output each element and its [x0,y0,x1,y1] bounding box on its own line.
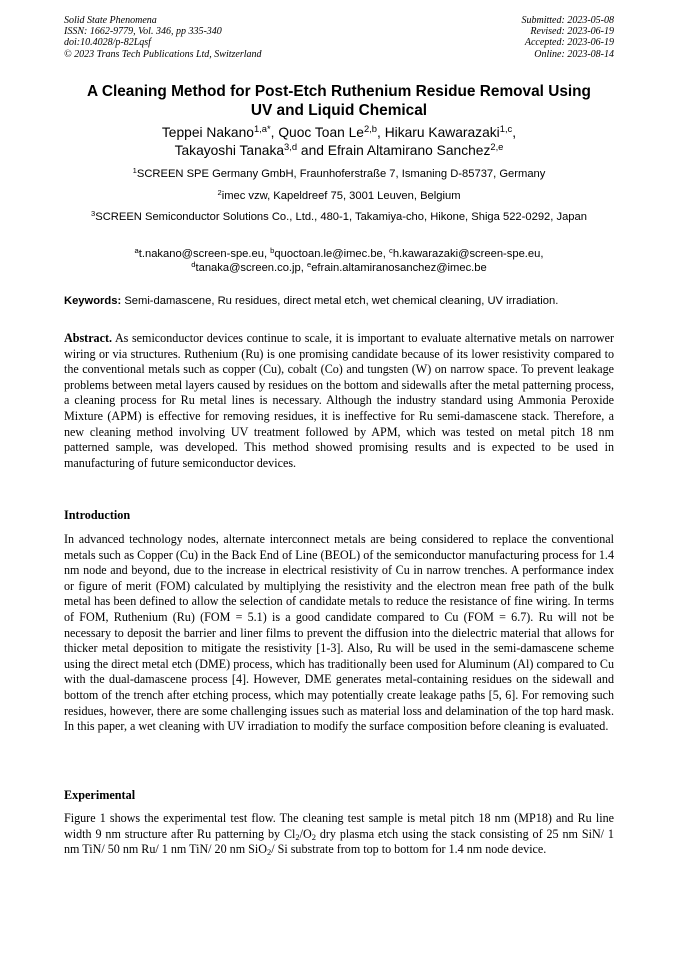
text-run: /O [299,826,312,841]
author-affil-mark: 1,a* [253,123,271,134]
email-separator: , [540,248,544,260]
title-line-1: A Cleaning Method for Post-Etch Ruthenium Residue Removal Using [87,83,591,100]
author-name: Takayoshi Tanaka [174,143,285,158]
abstract [64,331,614,471]
introduction-heading: Introduction [64,508,131,522]
text-run: dry plasma etch using the stack consisting of 25 nm SiN/ 1 nm TiN/ 50 nm Ru/ 1 nm TiN/ 20 nm SiO [64,826,614,857]
doi-line[interactable]: doi:10.4028/p-82Lqsf [64,37,151,49]
email-key: e [306,260,312,270]
title-line-2: UV and Liquid Chemical [250,102,428,119]
author-affil-mark: 1,c [499,123,513,134]
email-key: a [134,245,139,255]
email-list [60,247,618,275]
email-address[interactable]: h.kawarazaki@screen-spe.eu [392,248,541,260]
text-run: Figure 1 shows the experimental test flow. The cleaning test sample is metal pitch 18 nm (MP18) and Ru line width 9 nm structure after Ru patterning by Cl [64,811,614,841]
online-date: Online: 2023-08-14 [534,48,614,60]
author-separator: and [297,143,328,158]
subscript: 2 [311,831,316,842]
author-list [60,124,618,160]
paper-title [60,82,618,120]
email-separator: , [263,248,271,260]
author-name: Teppei Nakano [161,125,254,140]
email-line-2 [60,261,618,275]
affiliation-2 [60,189,618,203]
experimental-heading: Experimental [64,788,136,802]
email-address[interactable]: efrain.altamiranosanchez@imec.be [311,262,487,275]
affiliation-number: 3 [91,208,96,218]
author-affil-mark: 3,d [284,141,298,152]
keywords-text: Semi-damascene, Ru residues, direct metal etch, wet chemical cleaning, UV irradiation. [124,295,559,307]
publication-dates [522,15,615,60]
affiliation-number: 1 [132,165,137,175]
email-address[interactable]: t.nakano@screen-spe.eu [138,248,264,260]
email-line-1 [60,247,618,261]
keywords-label: Keywords: [64,295,122,307]
email-key: c [389,245,393,255]
email-address[interactable]: tanaka@screen.co.jp [195,262,301,275]
introduction-text: In advanced technology nodes, alternate interconnect metals are being considered to replace the conventional metals such as Copper (Cu) in the Back End of Line (BEOL) of the semiconductor manufacturing process for 1.4 nm node and beyond, due to the increase in electrical resistivity of Cu in narrow trenches. A performance index or figure of merit (FOM) calculated by multiplying the resistivity and the electron mean free path of the bulk metal has been defined to allow the selection of candidate metals to reduce the resistance of fine wiring. In terms of FOM, Ruthenium (Ru) (FOM = 5.1) is a good candidate compared to Cu (FOM = 6.7). Ru will not be necessary to deposit the barrier and liner films to prevent the diffusion into the dielectric material that allows for thicker metal deposition to mitigate the resistivity [1-3]. Also, Ru will be used in the semi-damascene scheme using the direct metal etch (DME) process, which has traditionally been used for Aluminum (Al) compared to Cu with the dual-damascene process [4]. However, DME generates metal-containing residues on the sidewall and bottom of the trench after etching process, which may potentially create leakage paths [5, 6]. For removing such residues, however, there are some challenging issues such as material loss and delamination of the top hard mask. In this paper, a wet cleaning with UV irradiation to modify the surface composition before cleaning is evaluated. [64,532,614,734]
issn-line: ISSN: 1662-9779, Vol. 346, pp 335-340 [64,26,222,38]
subscript: 2 [295,831,300,842]
email-separator: , [382,248,389,260]
revised-date: Revised: 2023-06-19 [530,26,614,38]
author-separator: , [377,125,385,140]
copyright-line: © 2023 Trans Tech Publications Ltd, Switzerland [64,48,262,60]
email-key: d [191,260,196,270]
affiliation-3 [60,210,618,224]
journal-name: Solid State Phenomena [64,15,157,26]
journal-info [64,15,262,60]
author-affil-mark: 2,b [363,123,378,134]
author-separator: , [270,125,279,140]
author-name: Efrain Altamirano Sanchez [327,143,491,158]
experimental-text [64,811,614,858]
abstract-text: As semiconductor devices continue to scale, it is important to evaluate alternative metals on narrower wiring or via structures. Ruthenium (Ru) is one promising candidate because of its lower resistivity compared to the conventional metals such as copper (Cu), cobalt (Co) and tungsten (W) on narrow space. To prevent leakage problems between metal layers caused by residues on the bottom and sidewalls after the metal patterning process, a cleaning process for Ru metal lines is necessary. Although the industry standard using Ammonia Peroxide Mixture (APM) is effective for removing residues, it is ineffective for Ru semi-damascene stack. Therefore, a new cleaning method involving UV treatment followed by APM, which was tested on metal pitch 18 nm patterned sample, was developed. This method showed promising results and is expected to be used in manufacturing of future semiconductor devices. [64,331,614,470]
accepted-date: Accepted: 2023-06-19 [524,37,614,49]
affiliation-text: SCREEN Semiconductor Solutions Co., Ltd., 480-1, Takamiya-cho, Hikone, Shiga 522-0292, Japan [95,211,587,223]
author-line-2 [60,142,618,160]
affiliation-text: SCREEN SPE Germany GmbH, Fraunhoferstraße 7, Ismaning D-85737, Germany [136,168,546,180]
affiliation-number: 2 [217,187,222,197]
author-name: Hikaru Kawarazaki [384,125,500,140]
text-run: / Si substrate from top to bottom for 1.4 nm node device. [271,842,547,857]
author-separator: , [512,125,517,140]
author-affil-mark: 2,e [490,141,504,152]
email-key: b [270,245,275,255]
subscript: 2 [266,847,272,858]
email-address[interactable]: quoctoan.le@imec.be [274,248,383,260]
keywords [64,294,624,308]
abstract-label: Abstract. [64,331,113,345]
submitted-date: Submitted: 2023-05-08 [521,15,614,26]
affiliation-1 [60,167,618,181]
affiliation-text: imec vzw, Kapeldreef 75, 3001 Leuven, Belgium [221,190,461,202]
author-line-1 [60,124,618,142]
email-separator: , [300,262,307,275]
author-name: Quoc Toan Le [278,125,364,140]
